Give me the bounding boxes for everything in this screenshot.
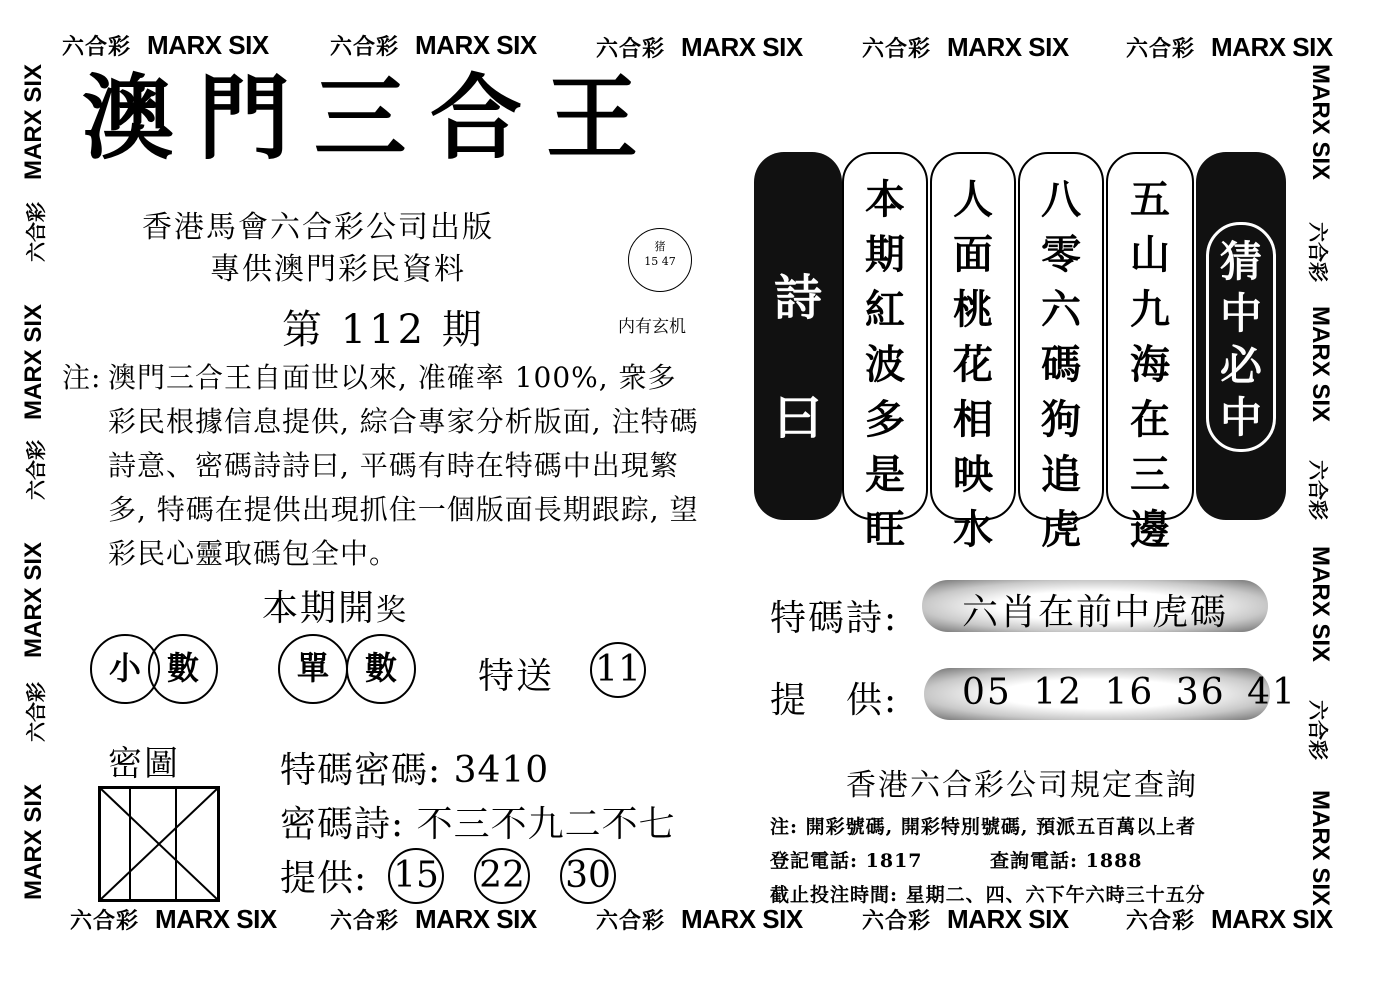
poem-char: 八	[1041, 176, 1081, 223]
brand-watermark: 六合彩 MARX SIX	[862, 32, 1069, 62]
poem-line-2	[1018, 152, 1104, 553]
poem-char: 旺	[865, 506, 905, 553]
brand-watermark: 六合彩 MARX SIX	[596, 32, 803, 62]
special-poem-label: 特碼詩:	[770, 598, 899, 639]
brand-watermark-vertical: 六合彩	[1306, 460, 1328, 520]
poem-tag-right-char: 中	[1219, 289, 1262, 338]
draw-suffix: 奖	[376, 593, 409, 628]
provide-right-label: 提 供:	[770, 680, 899, 721]
poem-char: 虎	[1041, 506, 1081, 553]
poem-tag-left-char: 曰	[773, 390, 822, 446]
poem-char: 五	[1130, 176, 1170, 223]
provide-right-number: 16	[1104, 672, 1155, 713]
poem-tag-right	[1196, 152, 1286, 520]
poem-char: 追	[1041, 451, 1081, 498]
poem-tag-right-char: 必	[1219, 341, 1262, 390]
brand-watermark: 六合彩 MARX SIX	[330, 30, 537, 60]
publisher-subline: 專供澳門彩民資料	[210, 252, 466, 287]
poem-char: 九	[1130, 286, 1170, 333]
secret-code-value: 3410	[453, 750, 550, 791]
poem-char: 零	[1041, 231, 1081, 278]
brand-watermark: 六合彩 MARX SIX	[330, 904, 537, 934]
poem-char: 紅	[865, 286, 905, 333]
issue-number: 第 112 期	[282, 307, 485, 353]
provide-right-number: 12	[1033, 672, 1084, 713]
provide-left-number: 30	[560, 848, 616, 904]
size-ring-b: 數	[148, 634, 218, 704]
poem-char: 映	[953, 451, 993, 498]
poem-tag-left-char: 詩	[773, 270, 822, 326]
page-title: 澳門三合王	[82, 64, 663, 172]
poem-line-3	[930, 152, 1016, 553]
poem-char: 相	[953, 396, 993, 443]
secret-poem-value: 不三不九二不七	[416, 804, 676, 845]
poem-char: 狗	[1041, 396, 1081, 443]
brand-watermark: 六合彩 MARX SIX	[62, 30, 269, 60]
poem-char: 面	[953, 231, 993, 278]
special-send-number: 11	[590, 642, 646, 698]
seal-zodiac: 猪	[654, 240, 666, 253]
brand-watermark-vertical: MARX SIX	[1307, 306, 1334, 423]
brand-watermark-vertical: 六合彩	[26, 440, 48, 500]
poem-char: 在	[1130, 396, 1170, 443]
provide-left-number: 22	[474, 848, 530, 904]
secret-code-label: 特碼密碼:	[280, 750, 442, 791]
betting-deadline: 截止投注時間: 星期二、四、六下午六時三十五分	[770, 884, 1206, 906]
provide-left-number: 15	[388, 848, 444, 904]
note-text: 澳門三合王自面世以來, 准確率 100%, 衆多彩民根據信息提供, 綜合專家分析版面, 注特碼詩意、密碼詩詩曰, 平碼有時在特碼中出現繁多, 特碼在提供出現抓住一個版面長期跟踪, 望彩民心靈取碼包全中。	[108, 361, 699, 570]
poem-tag-right-char: 中	[1219, 393, 1262, 442]
poem-char: 花	[953, 341, 993, 388]
poem-tag-right-char: 猜	[1219, 237, 1262, 286]
secret-poem-row	[280, 796, 676, 847]
brand-watermark-vertical: MARX SIX	[20, 783, 47, 900]
footer-note: 注: 開彩號碼, 開彩特別號碼, 預派五百萬以上者	[770, 816, 1197, 838]
poem-char: 桃	[953, 286, 993, 333]
brand-watermark: 六合彩 MARX SIX	[70, 904, 277, 934]
seal-numbers: 15 47	[644, 255, 676, 269]
poem-char: 山	[1130, 231, 1170, 278]
brand-watermark-vertical: MARX SIX	[1307, 790, 1334, 907]
poem-char: 多	[865, 396, 905, 443]
zodiac-seal	[628, 228, 692, 292]
brand-watermark: 六合彩 MARX SIX	[1126, 904, 1333, 934]
poem-char: 人	[953, 176, 993, 223]
poem-line-1	[1106, 152, 1194, 553]
draw-heading	[262, 580, 408, 631]
parity-ring-a: 單	[278, 634, 348, 704]
brand-watermark-vertical: 六合彩	[1306, 700, 1328, 760]
register-phone: 登記電話: 1817	[770, 850, 923, 872]
poem-char: 海	[1130, 341, 1170, 388]
poem-char: 水	[953, 506, 993, 553]
provide-right-number: 36	[1175, 672, 1226, 713]
brand-watermark: 六合彩 MARX SIX	[1126, 32, 1333, 62]
secret-diagram	[98, 786, 220, 902]
size-ring-a: 小	[90, 634, 160, 704]
publisher-line: 香港馬會六合彩公司出版	[142, 210, 494, 245]
provide-right-numbers	[962, 672, 1297, 713]
parity-ring-b: 數	[346, 634, 416, 704]
brand-watermark-vertical: MARX SIX	[20, 303, 47, 420]
poem-line-4	[842, 152, 928, 553]
secret-diagram-label: 密圖	[108, 744, 180, 784]
poem-char: 本	[865, 176, 905, 223]
poem-char: 期	[865, 231, 905, 278]
poem-tag-left	[754, 152, 842, 520]
poem-char: 波	[865, 341, 905, 388]
brand-watermark: 六合彩 MARX SIX	[596, 904, 803, 934]
brand-watermark-vertical: MARX SIX	[20, 541, 47, 658]
special-send-label: 特送	[478, 656, 555, 697]
poem-char: 是	[865, 451, 905, 498]
provide-right-number: 41	[1247, 672, 1297, 713]
draw-label: 本期開	[262, 588, 377, 629]
query-phone: 查詢電話: 1888	[990, 850, 1143, 872]
brand-watermark-vertical: MARX SIX	[1307, 64, 1334, 181]
poem-char: 六	[1041, 286, 1081, 333]
provide-left-label: 提供:	[280, 858, 368, 899]
brand-watermark-vertical: MARX SIX	[20, 63, 47, 180]
note-label: 注:	[62, 361, 102, 394]
hint-text: 内有玄机	[618, 317, 686, 337]
secret-code-row	[280, 742, 549, 793]
poem-char: 邊	[1130, 506, 1170, 553]
brand-watermark-vertical: MARX SIX	[1307, 546, 1334, 663]
brand-watermark-vertical: 六合彩	[1306, 222, 1328, 282]
brand-watermark: 六合彩 MARX SIX	[862, 904, 1069, 934]
footer-heading: 香港六合彩公司規定查詢	[846, 768, 1198, 803]
provide-right-number: 05	[962, 672, 1012, 713]
brand-watermark-vertical: 六合彩	[26, 202, 48, 262]
note-block	[62, 356, 702, 576]
special-poem-value: 六肖在前中虎碼	[962, 592, 1229, 633]
brand-watermark-vertical: 六合彩	[26, 682, 48, 742]
secret-poem-label: 密碼詩:	[280, 804, 405, 845]
poem-char: 碼	[1041, 341, 1081, 388]
poem-char: 三	[1130, 451, 1170, 498]
